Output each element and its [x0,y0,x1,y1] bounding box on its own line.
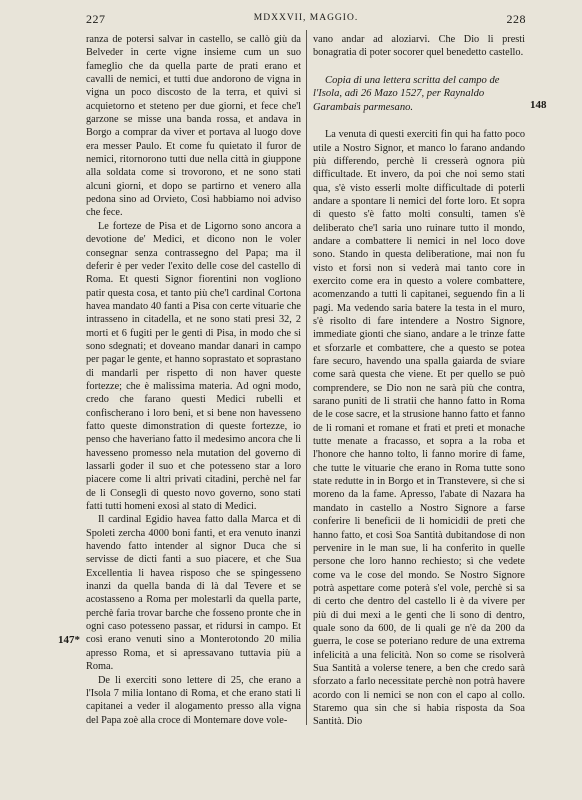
letter-heading: Copia di una lettera scritta del campo de l'Isola, adì 26 Mazo 1527, per Raynaldo Garambais parmesano. [313,74,500,113]
margin-number-right: 148 [530,99,547,111]
running-title: MDXXVII, MAGGIO. [253,13,359,23]
paragraph: De li exerciti sono lettere di 25, che erano a l'Isola 7 milia lontano di Roma, et che erano stati li capitanei a veder il alogamento presso alla vigna del Papa zoè alla croce di Montemare dove vole- [86,674,301,726]
paragraph: ranza de potersi salvar in castello, se callò giù da Belveder in certe vigne insieme cum un suo fameglio che da quella parte de prati erano et cavalli de nemici, et tutti due andorono de vigna in vigna un poco discosto de la terra, et quivi si acquietorno et steteno per due giorni, et fece che'l garzone se misse una banda rossa, et andava in Borgo a comprar da viver et portava al luogo dove era messer Paulo. Et come fu quietato il furor de nemici, ritornorono tutti due nella città in giuppone alla soldata come si trovorono, et ne sono stati alcuni giorni, et dopo se partirno et venero alla pedona sino ad Orvieto, Così habbiamo noi adviso che fece. [86,34,301,219]
page-number-left: 227 [86,12,106,26]
margin-number-left: 147* [58,634,80,646]
paragraph: La venuta di questi exerciti fin qui ha fatto poco utile a Nostro Signor, et manco lo farano andando più differendo, perchè li cresserà ognora più difficultade. Et invero, da poi che noi semo stati qua, s'è visto esserli molte difficultade di poterli andare a spontare li nemici del forte loro. Et sopra di questo s'è fatto molti consulti, tamen s'è deliberato che'l saria uno ruinare tutto il mondo, andare a combattere li nemici in nel loco dove sono. Stando in questa deliberatione, mai non fu visto et forsi non si vederà mai tanto core in exercito come era in questo a volere combattere, acomenzando a tutti li capitanei, seguendo fin a li pagi. Ma vedendo saria batere la testa in el muro, s'è risolto di fare intendere a Nostro Signore, immediate gionti che siano, andare a le trinze fatte et sforzarle et combattere, che a questo se potea fare securo, havendo una spalla gaiarda de sviare come sarà questa che viene. Et per quello se può comprendere, se Dio non ne sarà più che contra, sarano puniti de li stratii che hanno fatto in Roma de le cose sacre, et la strusione hanno fatto et fanno de li romani et romane et frati et preti et monache tutte menate a fracasso, et sopra a la roba et l'honore che hanno tolto, li fanno morire di fame, che tutte le vituarie che erano in Roma tutte sono state redutte in in Borgo et in Transtevere, sì che si moreno da la fame. Apresso, l'abate di Nazara ha mandato in castello a Nostro Signore a farse conferire li beneficii de li homicidii de preti che hanno fatto, et così Soa Santità dubitandose di non pervenire in le man sue, li ha conferito in quelle persone che loro hanno rechiesto; sì che vedete come va le cose del mondo. Se Nostro Signore potrà aspettare come poterà s'el vole, perchè si sa di certo che dentro del castello li è da vivere per più di dui mexi a le genti che li sono di dentro, quale sono da 600, de li quali ge n'è da 200 da guerra, le cose se poteriano redure de una extrema infelicità a una felicità. Non so come se risolverà Sua Santità a volerse tenere, a ben che credo sarà sforzato a farlo necessitate perchè non potrà havere acordo con li nemici se non con el capo al collo. Staremo qua sin che si habia risposta da Soa Santità. Dio [313,129,525,728]
column-divider [306,30,307,725]
paragraph: Il cardinal Egidio havea fatto dalla Marca et di Spoleti zercha 4000 boni fanti, et era venuto inanzi havendo fatto intender al signor Duca che si servisse de dicti fanti a suo piacere, et che Sua Excellentia li havea risposo che se spingesseno inanzi da quella banda di là dal Tevere et se acostasseno a Roma per molestarli da quella parte, perchè faria trovar barche che fosseno pronte che in ogni caso potesseno passar, et ridursi in campo. Et così erano venuti sino a Monterotondo 20 milia apresso Roma, et si apressavano tuttavia più a Roma. [86,514,301,673]
paragraph: vano andar ad aloziarvi. Che Dio li presti bonagratia di poter socorer quel benedetto castello. [313,34,525,59]
right-column [313,33,525,729]
left-column [86,33,301,727]
page-header [86,12,526,32]
page-number-right: 228 [506,12,526,26]
paragraph: Le forteze de Pisa et de Ligorno sono ancora a devotione de' Medici, et dicono non le voler consegnar senza contrassegno del Papa; ma il deferir è per veder l'exito delle cose del castello di Roma. Et questi Signor fiorentini non vogliono patir questa cosa, et tanto più che'l cardinal Cortona havea mandato 40 fanti a Pisa con certe vituarie che intrasseno in citadella, et ne sono stati presi 32, 2 morti et 6 fugiti per le genti di Pisa, in modo che si sono sdegnati; et doveano mandar danari in campo per pagar le gente, et hanno soprastato et soprastano di mandarli per rispetto di non haver queste fortezze; che è malissima materia. Ad ogni modo, credo che farano questi Medici rubelli et confischerano i loro beni, et si bene non havesseno fatto queste dimonstration di queste fortezze, io penso che haveriano fatto il medesimo ancora che li havesseno promesso nela mutation del governo di lassarli goder il suo et che potesseno star a loro piacere come li altri privati citadini, perchè nel far de li Conseglì di questo novo governo, sono stati fatti tutti homeni exosi al stato di Medici. [86,220,301,513]
